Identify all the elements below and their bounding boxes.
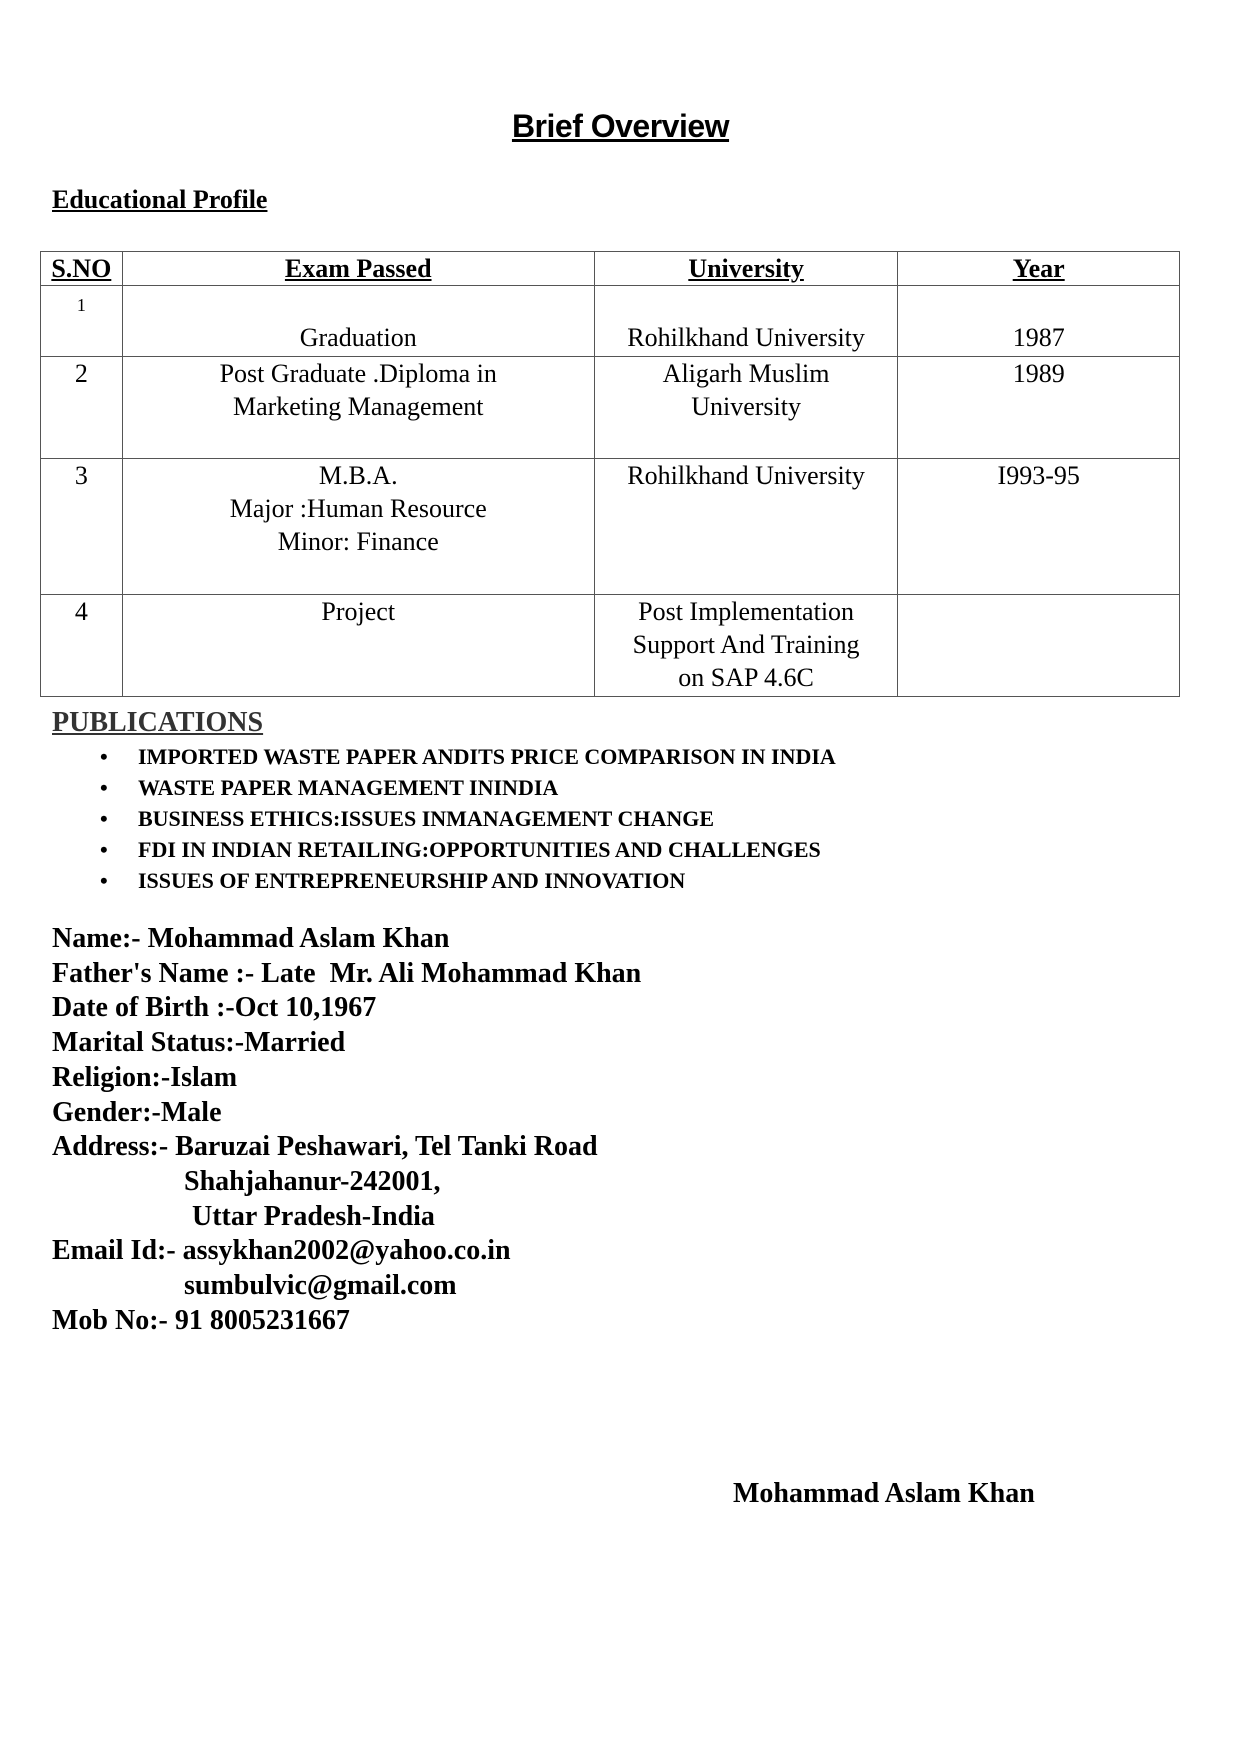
university-line: University (691, 392, 801, 421)
exam-line: Project (321, 597, 396, 626)
gender-line: Gender:-Male (52, 1096, 222, 1128)
cell-exam (122, 357, 594, 459)
bullet-icon: • (100, 868, 108, 893)
personal-details (52, 922, 641, 1338)
sno-value: 4 (74, 597, 88, 626)
university-line: Aligarh Muslim (662, 359, 830, 388)
table-row (41, 459, 1180, 595)
cell-sno (41, 357, 123, 459)
year-value: 1989 (1012, 359, 1065, 388)
list-item (92, 834, 836, 865)
cell-university (594, 286, 898, 357)
exam-line: Graduation (299, 323, 417, 352)
university-line: Rohilkhand University (627, 323, 865, 352)
sno-value: 2 (74, 359, 88, 388)
exam-line: Post Graduate .Diploma in (219, 359, 497, 388)
bullet-icon: • (100, 837, 108, 862)
list-item (92, 741, 836, 772)
cell-exam (122, 459, 594, 595)
cell-year (898, 357, 1180, 459)
header-sno: S.NO (41, 252, 123, 286)
education-table (40, 251, 1180, 697)
exam-line: Minor: Finance (277, 527, 439, 556)
cell-university (594, 595, 898, 697)
address-line: Uttar Pradesh-India (192, 1200, 435, 1232)
educational-profile-heading: Educational Profile (52, 185, 268, 214)
year-value: 1987 (1012, 323, 1065, 352)
signature-name: Mohammad Aslam Khan (733, 1478, 1035, 1509)
list-item (92, 865, 836, 896)
cell-sno (41, 286, 123, 357)
exam-line: Marketing Management (232, 392, 484, 421)
list-item (92, 803, 836, 834)
sno-value: 3 (74, 461, 88, 490)
cell-exam (122, 286, 594, 357)
year-value: I993-95 (997, 461, 1080, 490)
university-line: Support And Training (632, 630, 860, 659)
cell-exam (122, 595, 594, 697)
email-line: Email Id:- assykhan2002@yahoo.co.in (52, 1235, 511, 1267)
table-row (41, 357, 1180, 459)
mobile-line: Mob No:- 91 8005231667 (52, 1304, 350, 1336)
page-title: Brief Overview (511, 108, 730, 144)
publication-title: ISSUES OF ENTREPRENEURSHIP AND INNOVATION (138, 868, 686, 893)
address-line: Address:- Baruzai Peshawari, Tel Tanki Road (52, 1131, 598, 1163)
cell-year (898, 595, 1180, 697)
bullet-icon: • (100, 744, 108, 769)
bullet-icon: • (100, 775, 108, 800)
address-line: Shahjahanur-242001, (184, 1165, 441, 1197)
publication-title: WASTE PAPER MANAGEMENT ININDIA (138, 775, 559, 800)
university-line: on SAP 4.6C (678, 663, 814, 692)
header-year: Year (898, 252, 1180, 286)
cell-year (898, 286, 1180, 357)
header-exam-passed: Exam Passed (122, 252, 594, 286)
cell-university (594, 459, 898, 595)
cell-year (898, 459, 1180, 595)
publications-heading: PUBLICATIONS (52, 707, 264, 738)
cell-sno (41, 459, 123, 595)
table-row (41, 286, 1180, 357)
table-row (41, 595, 1180, 697)
religion-line: Religion:-Islam (52, 1061, 238, 1093)
cell-university (594, 357, 898, 459)
cell-sno (41, 595, 123, 697)
marital-status-line: Marital Status:-Married (52, 1027, 346, 1059)
publications-list (92, 741, 836, 896)
exam-line: Major :Human Resource (229, 494, 487, 523)
publication-title: BUSINESS ETHICS:ISSUES INMANAGEMENT CHANGE (138, 806, 715, 831)
university-line: Rohilkhand University (627, 461, 865, 490)
father-name-line: Father's Name :- Late Mr. Ali Mohammad Khan (52, 957, 642, 989)
header-university: University (594, 252, 898, 286)
list-item (92, 772, 836, 803)
sno-value: 1 (76, 295, 86, 315)
publication-title: FDI IN INDIAN RETAILING:OPPORTUNITIES AND CHALLENGES (138, 837, 821, 862)
date-of-birth-line: Date of Birth :-Oct 10,1967 (52, 992, 377, 1024)
university-line: Post Implementation (638, 597, 855, 626)
email-line: sumbulvic@gmail.com (184, 1270, 457, 1302)
table-header-row (41, 252, 1180, 286)
name-line: Name:- Mohammad Aslam Khan (52, 923, 450, 954)
bullet-icon: • (100, 806, 108, 831)
exam-line: M.B.A. (318, 461, 398, 490)
publication-title: IMPORTED WASTE PAPER ANDITS PRICE COMPARISON IN INDIA (138, 744, 836, 769)
